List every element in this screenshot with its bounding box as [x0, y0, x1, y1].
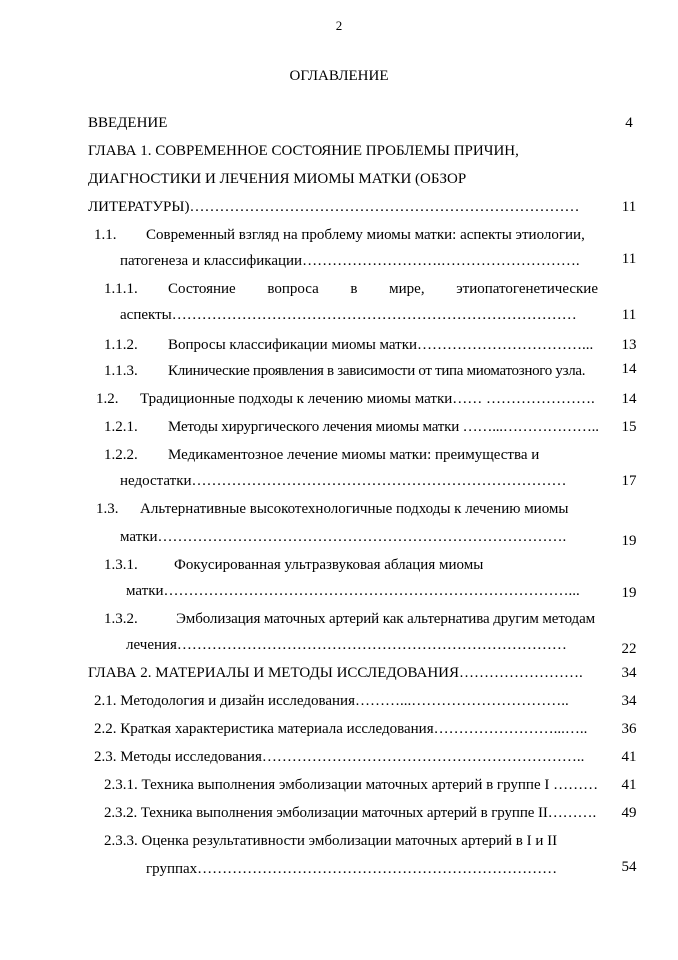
- toc-entry-2-3-3-line2: группах………………………………………………………………: [146, 861, 558, 877]
- toc-page-1-1-1: 11: [621, 307, 637, 323]
- toc-entry-2-3-3-line1: 2.3.3. Оценка результативности эмболизации маточных артерий в I и II: [104, 833, 558, 849]
- toc-number-1-2-2: 1.2.2.: [104, 447, 138, 463]
- page-number: 2: [335, 18, 343, 33]
- toc-word: в: [350, 281, 358, 297]
- toc-page-chapter2: 34: [621, 665, 637, 681]
- toc-entry-2-3-1: 2.3.1. Техника выполнения эмболизации маточных артерий в группе I ………: [104, 777, 599, 793]
- toc-entry-1-1-1-line1: [168, 280, 598, 298]
- toc-page-2-3-1: 41: [621, 777, 637, 793]
- toc-entry-1-3-2-line2: лечения……………………………………………………………………: [126, 637, 567, 653]
- toc-entry-1-3-1-line1: Фокусированная ультразвуковая аблация миомы: [174, 557, 484, 573]
- toc-page-2-3-2: 49: [621, 805, 637, 821]
- toc-entry-1-1-1-line2: аспекты………………………………………………………………………: [120, 307, 577, 323]
- toc-entry-1-1-3: Клинические проявления в зависимости от типа миоматозного узла.: [168, 363, 586, 379]
- toc-word: вопроса: [267, 281, 319, 297]
- toc-word: мире,: [389, 281, 425, 297]
- toc-page-1-1-3: 14: [621, 361, 637, 377]
- toc-word: Состояние: [168, 281, 236, 297]
- toc-page-1-2-2: 17: [621, 473, 637, 489]
- toc-entry-1-3-line2: матки……………………………………………………………………….: [120, 529, 567, 545]
- toc-page-1-1-2: 13: [621, 337, 637, 353]
- toc-entry-1-1-line2: патогенеза и классификации……………………….……………………….: [120, 253, 580, 269]
- toc-page-1-2-1: 15: [621, 419, 637, 435]
- toc-page-chapter1: 11: [621, 199, 637, 215]
- toc-page-1-1: 11: [621, 251, 637, 267]
- toc-number-1-1-3: 1.1.3.: [104, 363, 138, 379]
- toc-entry-chapter2: ГЛАВА 2. МАТЕРИАЛЫ И МЕТОДЫ ИССЛЕДОВАНИЯ…………………….: [88, 665, 583, 681]
- toc-number-1-1-1: 1.1.1.: [104, 281, 138, 297]
- toc-page-2-3: 41: [621, 749, 637, 765]
- toc-entry-1-1-line1: Современный взгляд на проблему миомы матки: аспекты этиологии,: [146, 227, 585, 243]
- toc-page-intro: 4: [625, 115, 633, 131]
- toc-number-1-3-1: 1.3.1.: [104, 557, 138, 573]
- toc-page-1-3: 19: [621, 533, 637, 549]
- toc-entry-chapter1-line2: ДИАГНОСТИКИ И ЛЕЧЕНИЯ МИОМЫ МАТКИ (ОБЗОР: [88, 171, 467, 187]
- toc-entry-1-3-1-line2: матки………………………………………………………………………...: [126, 583, 580, 599]
- toc-entry-1-2-2-line2: недостатки…………………………………………………………………: [120, 473, 567, 489]
- toc-page-2-3-3: 54: [621, 859, 637, 875]
- toc-page-1-3-2: 22: [621, 641, 637, 657]
- toc-entry-2-3: 2.3. Методы исследования………………………………………………………..: [94, 749, 585, 765]
- toc-entry-1-2-2-line1: Медикаментозное лечение миомы матки: преимущества и: [168, 447, 540, 463]
- toc-number-1-3-2: 1.3.2.: [104, 611, 138, 627]
- toc-entry-2-2: 2.2. Краткая характеристика материала исследования……………………...…..: [94, 721, 588, 737]
- toc-entry-2-1: 2.1. Методология и дизайн исследования………...…………………………..: [94, 693, 569, 709]
- toc-entry-1-3-line1: Альтернативные высокотехнологичные подходы к лечению миомы: [140, 501, 569, 517]
- toc-number-1-2: 1.2.: [96, 391, 119, 407]
- toc-entry-intro: ВВЕДЕНИЕ: [88, 115, 168, 131]
- toc-number-1-2-1: 1.2.1.: [104, 419, 138, 435]
- toc-entry-1-2: Традиционные подходы к лечению миомы матки…… ………………….: [140, 391, 595, 407]
- toc-entry-1-1-2: Вопросы классификации миомы матки……………………………...: [168, 337, 594, 353]
- toc-entry-1-2-1: Методы хирургического лечения миомы матки ……...………………..: [168, 419, 599, 435]
- toc-entry-chapter1-line1: ГЛАВА 1. СОВРЕМЕННОЕ СОСТОЯНИЕ ПРОБЛЕМЫ ПРИЧИН,: [88, 143, 519, 159]
- toc-word: этиопатогенетические: [456, 281, 598, 297]
- toc-page-2-1: 34: [621, 693, 637, 709]
- page-title: ОГЛАВЛЕНИЕ: [289, 68, 389, 84]
- toc-number-1-1-2: 1.1.2.: [104, 337, 138, 353]
- toc-page-2-2: 36: [621, 721, 637, 737]
- toc-number-1-3: 1.3.: [96, 501, 119, 517]
- toc-entry-1-3-2-line1: Эмболизация маточных артерий как альтернатива другим методам: [176, 611, 596, 627]
- toc-number-1-1: 1.1.: [94, 227, 117, 243]
- toc-page-1-2: 14: [621, 391, 637, 407]
- toc-entry-chapter1-line3: ЛИТЕРАТУРЫ)……………………………………………………………………: [88, 199, 580, 215]
- toc-page-1-3-1: 19: [621, 585, 637, 601]
- toc-entry-2-3-2: 2.3.2. Техника выполнения эмболизации маточных артерий в группе II……….: [104, 805, 597, 821]
